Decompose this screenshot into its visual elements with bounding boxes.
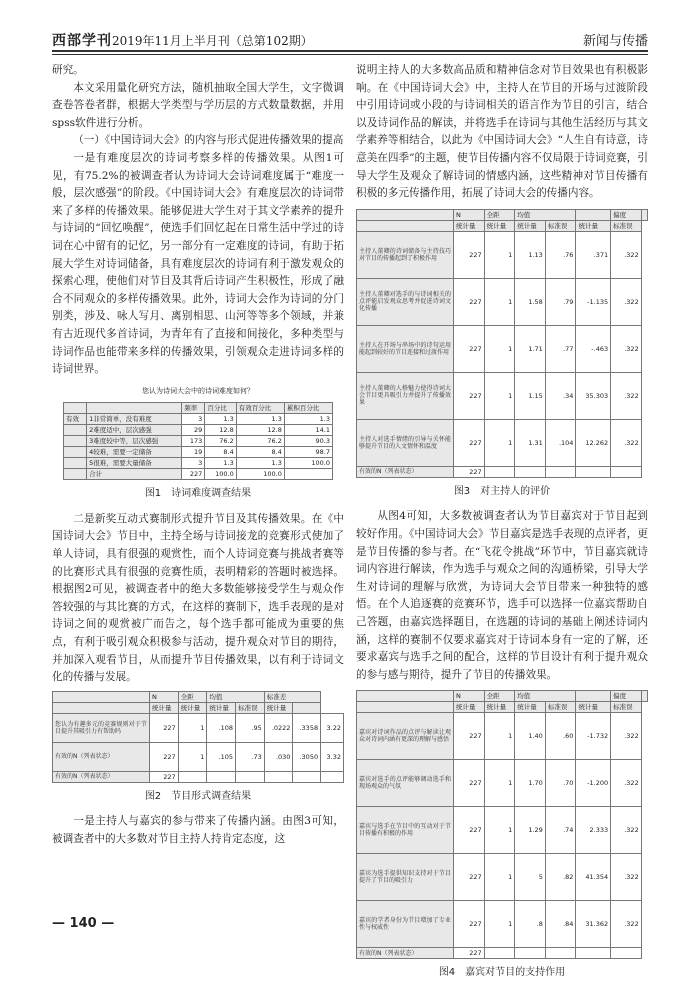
table-cell: 2.333 bbox=[576, 807, 611, 854]
table-cell: 227 bbox=[454, 854, 485, 901]
table-cell: -1.200 bbox=[576, 760, 611, 807]
table-cell: .84 bbox=[545, 901, 576, 948]
paragraph: 二是新奖互动式赛制形式提升节目及其传播效果。在《中国诗词大会》节目中，主持全场与诗词接龙的竞赛形式使加了单人诗词，具有很强的观赏性，而个人诗词竞赛与挑战者赛等的比赛形式具有很强的竞赛性质，表明精彩的答题时被选择。根据图2可见，被调查者中的绝大多数能够接受学生与观众作答较强的与其比赛的方式，在这样的赛制下，选手表现的是对诗词之间的观赏被广而告之，每个选手都可能成为重要的焦点，有利于吸引观众积极参与活动，提升观众对节目的期待，并加深入观看节目，从而提升节目传播效果，以有利于诗词文化的传播与发展。 bbox=[52, 512, 344, 684]
table-header-row bbox=[357, 220, 648, 231]
table-row-label: 有效的N（列表状态） bbox=[53, 742, 150, 771]
paragraph: 一是主持人与嘉宾的参与带来了传播内涵。由图3可知，被调查者中的大多数对节目主持人持肯定态度，这 bbox=[52, 815, 344, 845]
table-cell: .8 bbox=[515, 901, 546, 948]
table-cell: 1 bbox=[178, 713, 207, 742]
table-header-cell: 偏度 bbox=[611, 209, 642, 220]
table-header-cell: 有效百分比 bbox=[236, 403, 284, 414]
table-cell: -1.135 bbox=[576, 278, 611, 325]
table-row bbox=[64, 458, 333, 469]
table-row bbox=[357, 713, 648, 760]
table-cell: .322 bbox=[611, 419, 642, 466]
table-cell bbox=[576, 948, 611, 959]
table-cell: 2难度适中，层次感强 bbox=[87, 425, 182, 436]
table-header-row bbox=[357, 209, 648, 220]
table-cell: 1.70 bbox=[515, 760, 546, 807]
table-row bbox=[53, 742, 344, 771]
table-row-label: 嘉宾对诗词作品的点评与解读让观众对诗词内涵有更深的理解与感悟 bbox=[357, 713, 454, 760]
table-footer-label: 有效的N（列表状态） bbox=[357, 948, 454, 959]
table-cell: .322 bbox=[611, 901, 642, 948]
table-cell: 98.7 bbox=[284, 447, 332, 458]
table-header-cell: 统计量 bbox=[454, 220, 485, 231]
issue-info: 2019年11月上半月刊（总第102期） bbox=[112, 34, 313, 48]
table-header-cell: 标准差 bbox=[264, 691, 320, 702]
table-header-cell: 统计量 bbox=[576, 220, 611, 231]
table-cell: .3358 bbox=[293, 713, 321, 742]
table-cell: 3难度较中等，层次感强 bbox=[87, 436, 182, 447]
table-cell: 14.1 bbox=[284, 425, 332, 436]
table-cell: 1 bbox=[484, 278, 515, 325]
table-cell: 227 bbox=[454, 948, 485, 959]
table-cell: .322 bbox=[611, 760, 642, 807]
table-header-cell bbox=[87, 403, 182, 414]
table-row bbox=[64, 447, 333, 458]
left-column bbox=[52, 62, 344, 849]
table-cell: 227 bbox=[454, 760, 485, 807]
table-header-cell bbox=[64, 403, 87, 414]
table-cell: 3.32 bbox=[321, 742, 344, 771]
table-header-cell: N bbox=[150, 691, 179, 702]
table-row-label: 主持人董卿的人格魅力使得诗词大会节目更具吸引力并提升了传播效果 bbox=[357, 372, 454, 419]
table-cell: .60 bbox=[545, 713, 576, 760]
table-cell bbox=[64, 458, 87, 469]
table-cell: 1.15 bbox=[515, 372, 546, 419]
table-cell: 29 bbox=[182, 425, 205, 436]
table-cell: 1 bbox=[484, 419, 515, 466]
table-cell bbox=[64, 436, 87, 447]
table-footer-label: 有效的N（列表状态） bbox=[53, 771, 150, 782]
table-cell: 31.362 bbox=[576, 901, 611, 948]
table-cell: 8.4 bbox=[205, 447, 236, 458]
table-header-cell: N bbox=[454, 209, 485, 220]
table-cell bbox=[545, 948, 576, 959]
table-cell: 227 bbox=[454, 372, 485, 419]
table-cell: .74 bbox=[545, 807, 576, 854]
table-cell: .030 bbox=[264, 742, 293, 771]
table-cell: .322 bbox=[611, 807, 642, 854]
table-cell: 12.262 bbox=[576, 419, 611, 466]
table-header-cell: 累积百分比 bbox=[284, 403, 332, 414]
table-cell bbox=[293, 771, 321, 782]
table-row bbox=[357, 854, 648, 901]
fig4-table bbox=[356, 690, 648, 959]
table-header-cell: 标准误 bbox=[236, 702, 265, 713]
table-footer-row bbox=[53, 771, 344, 782]
table-cell: .76 bbox=[545, 231, 576, 278]
table-cell: .322 bbox=[611, 231, 642, 278]
table-cell bbox=[236, 771, 265, 782]
table-row bbox=[357, 901, 648, 948]
table-cell bbox=[515, 948, 546, 959]
table-cell: 227 bbox=[150, 771, 179, 782]
table-cell: 35.303 bbox=[576, 372, 611, 419]
table-cell: 90.3 bbox=[284, 436, 332, 447]
table-cell: 227 bbox=[454, 901, 485, 948]
table-cell: 227 bbox=[454, 713, 485, 760]
table-cell: .322 bbox=[611, 854, 642, 901]
table-row-label: 嘉宾为选手提供知识支持对于节目提升了节目的吸引力 bbox=[357, 854, 454, 901]
table-cell: .108 bbox=[207, 713, 236, 742]
table-cell: 12.8 bbox=[236, 425, 284, 436]
fig4-caption: 图4 嘉宾对节目的支持作用 bbox=[438, 967, 566, 979]
table-cell: 227 bbox=[454, 278, 485, 325]
table-cell: 227 bbox=[150, 742, 179, 771]
table-cell: .0222 bbox=[264, 713, 293, 742]
table-cell: 5很难，需要大量储备 bbox=[87, 458, 182, 469]
table-cell: 8.4 bbox=[236, 447, 284, 458]
page-number: — 140 — bbox=[52, 916, 115, 931]
table-header-cell: 标准误 bbox=[611, 220, 642, 231]
table-cell: 4较难，需要一定储备 bbox=[87, 447, 182, 458]
table-row-label: 您认为有趣多元的竞赛规则对于节目提升其吸引力有帮助吗 bbox=[53, 713, 150, 742]
table-row-label: 主持人董卿的诗词储备与主持技巧对节目的传播起到了积极作用 bbox=[357, 231, 454, 278]
table-cell: 1 bbox=[484, 231, 515, 278]
table-header-cell: 均值 bbox=[515, 691, 576, 702]
paragraph: 研究。 bbox=[52, 64, 84, 76]
table-row bbox=[357, 372, 648, 419]
table-cell: 100.0 bbox=[205, 469, 236, 480]
table-cell: 有效 bbox=[64, 414, 87, 425]
table-cell: .105 bbox=[207, 742, 236, 771]
table-row-label: 主持人董卿对选手的与诗词相关的点评能启发观众思考并促进诗词文化传播 bbox=[357, 278, 454, 325]
table-row-label: 嘉宾对选手的点评能够调动选手和现场观众的气氛 bbox=[357, 760, 454, 807]
table-header-cell: 标准误 bbox=[545, 220, 576, 231]
table-cell: .104 bbox=[545, 419, 576, 466]
table-cell: 3 bbox=[182, 414, 205, 425]
table-row bbox=[64, 469, 333, 480]
table-header-row bbox=[357, 691, 648, 702]
table-cell: 1 bbox=[484, 372, 515, 419]
table-header-cell bbox=[53, 702, 150, 713]
table-cell: 227 bbox=[454, 466, 485, 477]
page-header bbox=[52, 26, 648, 52]
table-cell: 227 bbox=[454, 231, 485, 278]
table-row bbox=[357, 278, 648, 325]
paragraph: 从图4可知，大多数被调查者认为节目嘉宾对于节目起到较好作用。《中国诗词大会》节目嘉宾是选手表现的点评者，更是节目传播的参与者。在“飞花令挑战”环节中，节目嘉宾就诗词内容进行解读，作为选手与观众之间的沟通桥梁，引导大学生对诗词的理解与欣赏，为诗词大会节目带来一种独特的感悟。在个人追逐赛的竞赛环节，选手可以选择一位嘉宾帮助自己答题，由嘉宾选择题目，在选题的诗词的基础上阐述诗词内涵，这样的赛制不仅要求嘉宾对于诗词本身有一定的了解，还要求嘉宾与选手之间的配合，这样的节目设计有利于提升观众的参与感与期待，提升了节目的传播效果。 bbox=[356, 510, 648, 681]
fig3-table bbox=[356, 209, 648, 478]
table-cell bbox=[178, 771, 207, 782]
table-cell: .322 bbox=[611, 278, 642, 325]
table-header-cell bbox=[357, 702, 454, 713]
table-header-row bbox=[53, 691, 344, 702]
table-cell bbox=[611, 948, 642, 959]
journal-issue bbox=[52, 30, 313, 50]
table-cell: 1.3 bbox=[236, 414, 284, 425]
paragraph: 本文采用量化研究方法，随机抽取全国大学生，文字微调查卷答卷者群，根据大学类型与学历层的方式数量数据，并用spss软件进行分析。 bbox=[52, 81, 344, 129]
table-cell: 1.3 bbox=[284, 414, 332, 425]
fig2-caption: 图2 节目形式调查结果 bbox=[144, 790, 252, 802]
table-cell: 41.354 bbox=[576, 854, 611, 901]
table-cell: 1.3 bbox=[236, 458, 284, 469]
table-header-cell: 全距 bbox=[484, 209, 515, 220]
table-cell bbox=[284, 469, 332, 480]
fig2-table bbox=[52, 691, 344, 783]
table-footer-row bbox=[357, 948, 648, 959]
table-cell: 100.0 bbox=[236, 469, 284, 480]
table-cell: 227 bbox=[150, 713, 179, 742]
table-header-cell: 全距 bbox=[178, 691, 207, 702]
table-row bbox=[357, 231, 648, 278]
table-header-cell: 统计量 bbox=[150, 702, 179, 713]
table-cell: .322 bbox=[611, 372, 642, 419]
table-cell bbox=[64, 447, 87, 458]
table-cell: 3.22 bbox=[321, 713, 344, 742]
table-cell: 3 bbox=[182, 458, 205, 469]
table-cell: 1 bbox=[484, 713, 515, 760]
table-cell: 1.3 bbox=[205, 414, 236, 425]
table-cell: .322 bbox=[611, 713, 642, 760]
fig3-caption: 图3 对主持人的评价 bbox=[453, 485, 551, 497]
table-cell bbox=[64, 425, 87, 436]
table-cell: .73 bbox=[236, 742, 265, 771]
right-column bbox=[356, 62, 648, 990]
table-cell: .34 bbox=[545, 372, 576, 419]
table-cell bbox=[611, 466, 642, 477]
table-header-cell bbox=[53, 691, 150, 702]
table-header-cell: 频率 bbox=[182, 403, 205, 414]
table-cell: 227 bbox=[454, 325, 485, 372]
table-cell: 1 bbox=[178, 742, 207, 771]
table-cell: .322 bbox=[611, 325, 642, 372]
table-cell bbox=[64, 469, 87, 480]
fig1-table-title: 您认为诗词大会中的诗词难度如何？ bbox=[142, 386, 254, 395]
table-row bbox=[64, 414, 333, 425]
table-header-cell bbox=[641, 691, 647, 702]
table-cell: -1.732 bbox=[576, 713, 611, 760]
table-header-cell: 标准误 bbox=[611, 702, 642, 713]
table-cell: 100.0 bbox=[284, 458, 332, 469]
table-header-cell: 统计量 bbox=[515, 220, 546, 231]
table-cell: .79 bbox=[545, 278, 576, 325]
table-cell: 1.40 bbox=[515, 713, 546, 760]
section-heading: （一）《中国诗词大会》的内容与形式促进传播效果的提高 bbox=[73, 134, 344, 147]
table-header-cell: N bbox=[454, 691, 485, 702]
fig1-table bbox=[63, 402, 333, 480]
table-header-cell: 均值 bbox=[207, 691, 264, 702]
table-row-label: 嘉宾的学者身份为节目增加了专业性与权威性 bbox=[357, 901, 454, 948]
table-cell: 1.3 bbox=[205, 458, 236, 469]
table-row-label: 主持人在开场与串场中的诗句运用能起到较好的节目连接和过渡作用 bbox=[357, 325, 454, 372]
table-row-label: 主持人对选手情绪的引导与关怀能够提升节目的人文情怀和温度 bbox=[357, 419, 454, 466]
table-cell: .371 bbox=[576, 231, 611, 278]
table-cell bbox=[207, 771, 236, 782]
table-header-cell: 统计量 bbox=[207, 702, 236, 713]
fig1-caption: 图1 诗词难度调查结果 bbox=[144, 488, 252, 500]
table-footer-row bbox=[357, 466, 648, 477]
table-header-cell: 全距 bbox=[484, 691, 515, 702]
table-cell: 1.58 bbox=[515, 278, 546, 325]
table-header-cell: 统计量 bbox=[178, 702, 207, 713]
table-header-row bbox=[53, 702, 344, 713]
table-header-cell: 标准误 bbox=[545, 702, 576, 713]
table-cell: 227 bbox=[454, 807, 485, 854]
table-cell bbox=[264, 771, 293, 782]
table-header-cell: 统计量 bbox=[454, 702, 485, 713]
table-cell bbox=[484, 948, 515, 959]
table-cell: 1.29 bbox=[515, 807, 546, 854]
table-cell: 1非常简单，没有难度 bbox=[87, 414, 182, 425]
table-header-cell: 统计量 bbox=[484, 702, 515, 713]
table-cell bbox=[321, 771, 344, 782]
table-header-cell bbox=[357, 209, 454, 220]
table-cell: -.463 bbox=[576, 325, 611, 372]
table-row bbox=[357, 325, 648, 372]
table-cell: .82 bbox=[545, 854, 576, 901]
table-cell: .70 bbox=[545, 760, 576, 807]
table-cell: 76.2 bbox=[236, 436, 284, 447]
table-row bbox=[64, 436, 333, 447]
table-cell: 76.2 bbox=[205, 436, 236, 447]
table-header-cell bbox=[576, 209, 611, 220]
table-row bbox=[53, 713, 344, 742]
table-cell: 1.31 bbox=[515, 419, 546, 466]
table-cell: 5 bbox=[515, 854, 546, 901]
table-header-cell: 统计量 bbox=[484, 220, 515, 231]
table-header-cell bbox=[576, 691, 611, 702]
table-cell: 1 bbox=[484, 854, 515, 901]
table-cell bbox=[545, 466, 576, 477]
table-header-cell bbox=[641, 209, 647, 220]
table-cell: .3050 bbox=[293, 742, 321, 771]
table-cell: 227 bbox=[454, 419, 485, 466]
table-cell: 19 bbox=[182, 447, 205, 458]
table-cell: 173 bbox=[182, 436, 205, 447]
table-header-cell bbox=[293, 702, 321, 713]
table-header-row bbox=[357, 702, 648, 713]
section-name: 新闻与传播 bbox=[582, 34, 648, 49]
journal-name: 西部学刊 bbox=[52, 33, 112, 49]
table-row bbox=[357, 807, 648, 854]
table-cell: 227 bbox=[182, 469, 205, 480]
table-cell: 1 bbox=[484, 760, 515, 807]
table-header-cell: 统计量 bbox=[515, 702, 546, 713]
table-footer-label: 有效的N（列表状态） bbox=[357, 466, 454, 477]
paragraph: 说明主持人的大多数高品质和精神信念对节目效果也有积极影响。在《中国诗词大会》中，主持人在节目的开场与过渡阶段中引用诗词或小段的与诗词相关的语言作为节目的引言，结合以及诗词作品的解读，并将选手在诗词与其他生活经历与其文学素养等相结合，以此为《中国诗词大会》“人生自有诗意，诗意美在四季”的主题，使节目传播内容不仅局限于诗词竞赛，引导大学生及观众了解诗词的情感内涵，这些精神对节目传播有积极的多元传播作用，拓展了诗词大会的传播内容。 bbox=[356, 64, 648, 200]
table-header-cell: 百分比 bbox=[205, 403, 236, 414]
table-cell: .95 bbox=[236, 713, 265, 742]
table-cell bbox=[515, 466, 546, 477]
table-header-cell bbox=[357, 220, 454, 231]
table-header-cell: 均值 bbox=[515, 209, 576, 220]
table-row-label: 嘉宾与选手在节目中的互动对于节目传播有积极的作用 bbox=[357, 807, 454, 854]
table-cell: .77 bbox=[545, 325, 576, 372]
table-cell: 合计 bbox=[87, 469, 182, 480]
table-header-row bbox=[64, 403, 333, 414]
table-cell bbox=[484, 466, 515, 477]
table-cell: 1 bbox=[484, 901, 515, 948]
table-header-cell: 统计量 bbox=[576, 702, 611, 713]
table-row bbox=[357, 760, 648, 807]
table-row bbox=[64, 425, 333, 436]
paragraph: 一是有难度层次的诗词考察多样的传播效果。从图1可见，有75.2%的被调查者认为诗词大会诗词难度属于“难度一般，层次感强”的阶段。《中国诗词大会》有难度层次的诗词带来了多样的传播效果。能够促进大学生对于其文学素养的提升与诗词的“回忆唤醒”，使选手们回忆起在日常生活中学过的诗词在心中留有的记忆，另一部分有一定难度的诗词，有助于拓展大学生对诗词储备，具有难度层次的诗词有利于激发观众的探索心理，使他们对节目及其背后诗词产生积极性，形成了融合不同观众的多样传播效果。此外，诗词大会作为诗词的分门别类，涉及、咏人写月、离别相思、山河等等多个领域，并兼有古近现代多首诗词，为青年有了直接和间接化，多种类型与诗词作品也能带来多样的传播效果，引领观众走进诗词多样的诗词世界。 bbox=[52, 151, 344, 376]
table-cell: 1.71 bbox=[515, 325, 546, 372]
table-header-cell: 偏度 bbox=[611, 691, 642, 702]
table-row bbox=[357, 419, 648, 466]
table-cell bbox=[576, 466, 611, 477]
table-cell: 1.13 bbox=[515, 231, 546, 278]
table-cell: 12.8 bbox=[205, 425, 236, 436]
table-cell: 1 bbox=[484, 807, 515, 854]
table-cell: 1 bbox=[484, 325, 515, 372]
table-header-cell: 统计量 bbox=[264, 702, 293, 713]
table-header-cell bbox=[357, 691, 454, 702]
